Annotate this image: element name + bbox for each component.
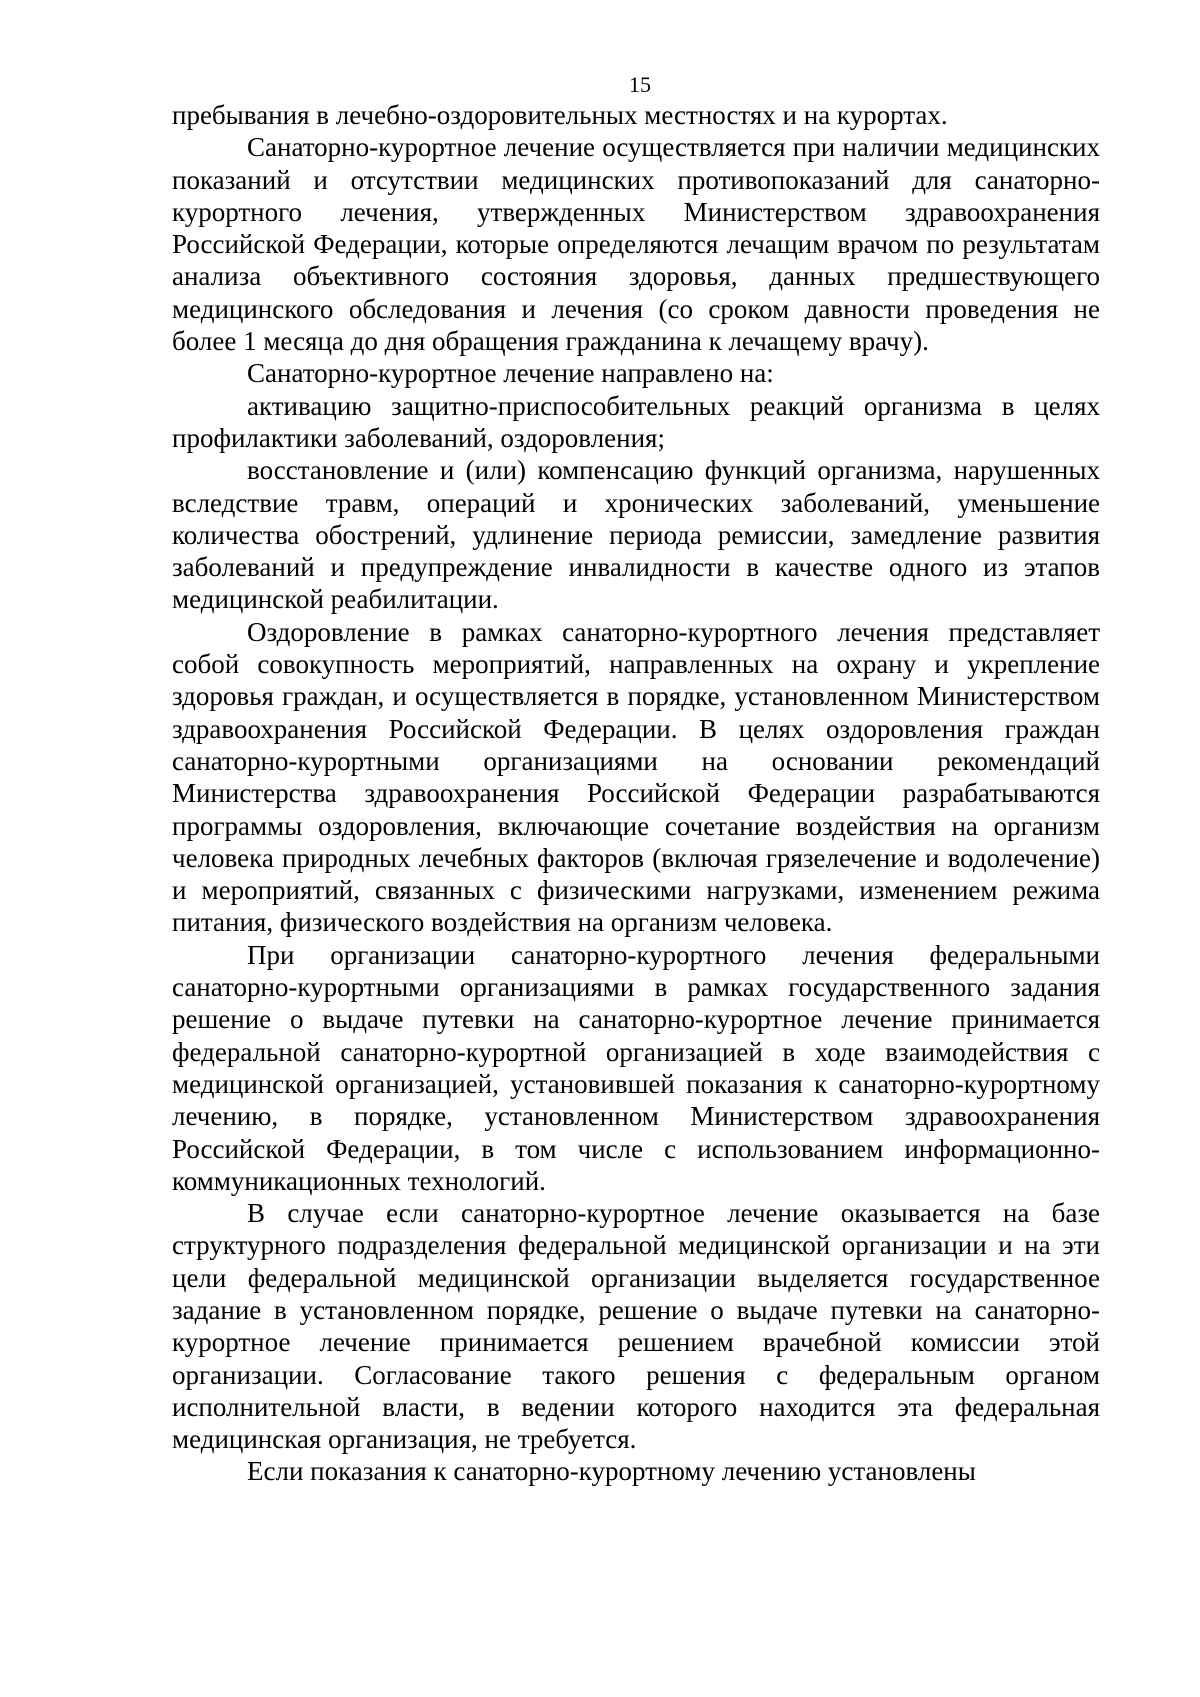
- paragraph-federal-organizations: При организации санаторно-курортного лечения федеральными санаторно-курортными организациями в рамках государственного задания решение о выдаче путевки на санаторно-курортное лечение принимается федеральной санаторно-курортной организацией в ходе взаимодействия с медицинской организацией, установившей показания к санаторно-курортному лечению, в порядке, установленном Министерством здравоохранения Российской Федерации, в том числе с использованием информационно-коммуникационных технологий.: [172, 939, 1100, 1196]
- paragraph-indications-established: Если показания к санаторно-курортному лечению установлены: [247, 1456, 976, 1487]
- paragraph-treatment-aims-intro: Санаторно-курортное лечение направлено на:: [247, 358, 774, 389]
- paragraph-health-improvement: Оздоровление в рамках санаторно-курортного лечения представляет собой совокупность мероприятий, направленных на охрану и укрепление здоровья граждан, и осуществляется в порядке, установленном Министерством здравоохранения Российской Федерации. В целях оздоровления граждан санаторно-курортными организациями на основании рекомендаций Министерства здравоохранения Российской Федерации разрабатываются программы оздоровления, включающие сочетание воздействия на организм человека природных лечебных факторов (включая грязелечение и водолечение) и мероприятий, связанных с физическими нагрузками, изменением режима питания, физического воздействия на организм человека.: [172, 616, 1100, 938]
- paragraph-structural-division: В случае если санаторно-курортное лечение оказывается на базе структурного подразделения федеральной медицинской организации и на эти цели федеральной медицинской организации выделяется государственное задание в установленном порядке, решение о выдаче путевки на санаторно-курортное лечение принимается решением врачебной комиссии этой организации. Согласование такого решения с федеральным органом исполнительной власти, в ведении которого находится эта федеральная медицинская организация, не требуется.: [172, 1198, 1100, 1455]
- paragraph-aim-restoration: восстановление и (или) компенсацию функций организма, нарушенных вследствие травм, операций и хронических заболеваний, уменьшение количества обострений, удлинение периода ремиссии, замедление развития заболеваний и предупреждение инвалидности в качестве одного из этапов медицинской реабилитации.: [172, 455, 1100, 615]
- paragraph-aim-activation: активацию защитно-приспособительных реакций организма в целях профилактики заболеваний, оздоровления;: [172, 390, 1100, 453]
- document-body: [172, 99, 1100, 1488]
- paragraph-continuation: пребывания в лечебно-оздоровительных местностях и на курортах.: [172, 100, 948, 130]
- paragraph-medical-indications: Санаторно-курортное лечение осуществляется при наличии медицинских показаний и отсутствии медицинских противопоказаний для санаторно-курортного лечения, утвержденных Министерством здравоохранения Российской Федерации, которые определяются лечащим врачом по результатам анализа объективного состояния здоровья, данных предшествующего медицинского обследования и лечения (со сроком давности проведения не более 1 месяца до дня обращения гражданина к лечащему врачу).: [172, 132, 1100, 357]
- page-number: 15: [629, 72, 651, 97]
